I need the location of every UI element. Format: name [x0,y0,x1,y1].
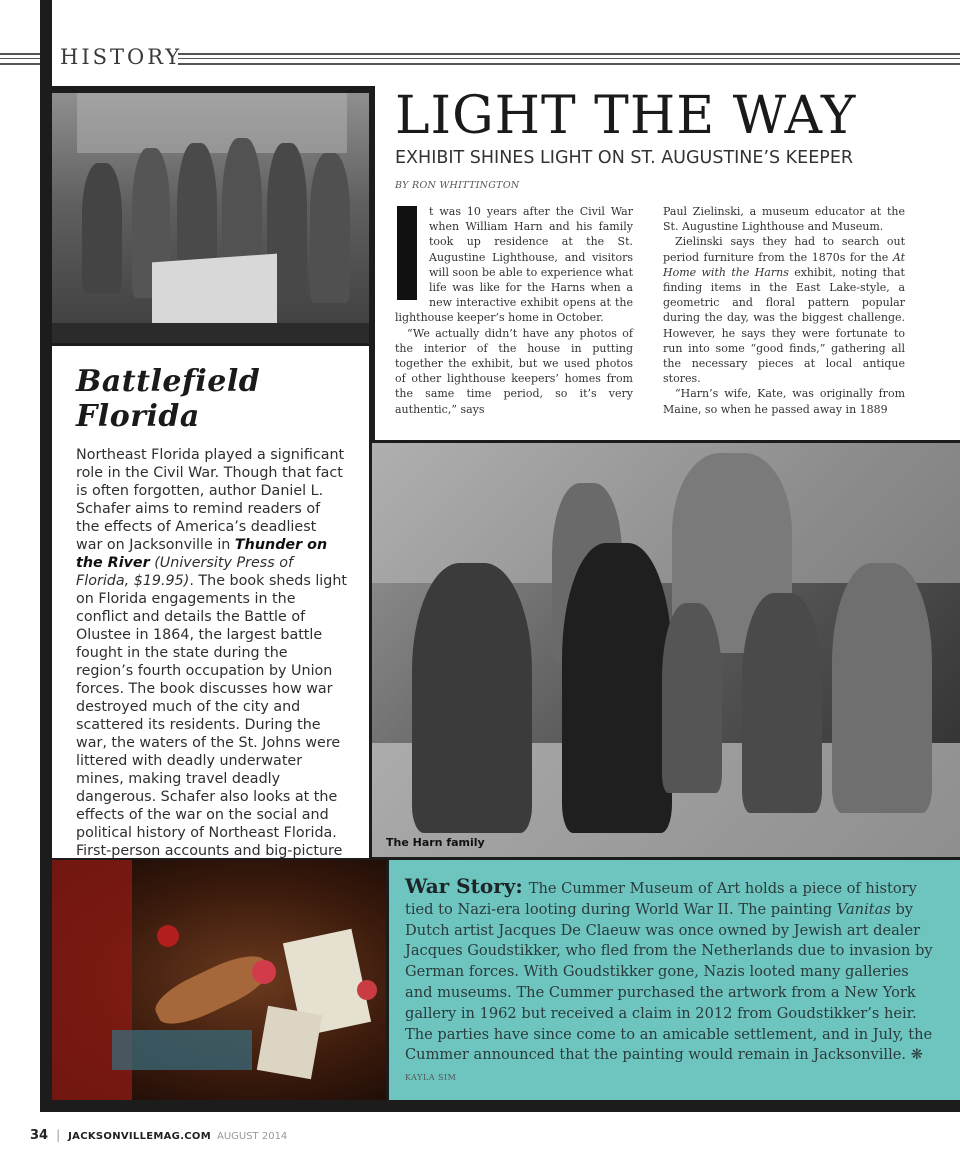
sidebar-text-2: . The book sheds light on Florida engagements in the conflict and details the Battle of Olustee in 1864, the largest battle fought in the state during the region’s fourth occupation by Union forces. The book discusses how war destroyed much of the city and scattered its residents. During the war, the waters of the St. Johns were littered with deadly underwater mines, making travel deadly dangerous. Schafer also looks at the effects of the war on the social and political history of Northeast Florida. First-person accounts and big-picture [76,573,348,859]
drop-cap-bar [397,206,417,300]
war-story-text-1: The Cummer Museum of Art holds a piece of history tied to Nazi-era looting during World War II. The painting [405,880,917,918]
page-footer [30,1128,287,1143]
article-paragraph: “We actually didn’t have any photos of the interior of the house in putting together the exhibit, but we used photos of other lighthouse keepers’ homes from the same time period, so it’s very authentic,” says [395,326,633,416]
book-publisher: (University Press of Florida, $19.95) [76,555,293,589]
footer-separator: | [56,1128,61,1142]
war-story-text-2: by Dutch artist Jacques De Claeuw was once owned by Jewish art dealer Jacques Goudstikker, who fled from the Netherlands due to invasion by German forces. With Goudstikker gone, Nazis looted many galleries and museums. The Cummer purchased the artwork from a New York gallery in 1962 but received a claim in 2012 from Goudstikker’s heir. The parties have since come to an amicable settlement, and in July, the Cummer announced that the painting would remain in Jacksonville. [405,900,933,1064]
end-mark-icon: ❋ [910,1046,923,1064]
article-paragraph: “Harn’s wife, Kate, was originally from Maine, so when he passed away in 1889 [663,387,905,416]
war-story-text [405,876,936,1089]
sidebar-text-1: Northeast Florida played a significant role in the Civil War. Though that fact is often forgotten, author Daniel L. Schafer aims to remind readers of the effects of America’s deadliest war on Jacksonville in [76,447,345,553]
article-title: LIGHT THE WAY [395,86,857,146]
harn-family-photo [372,443,960,857]
sidebar-title: Battlefield Florida [76,364,261,434]
book-title: Thunder on the River [76,537,328,571]
article-text: exhibit, noting that finding items in the East Lake-style, a geometric and floral pattern popular during the day, was the biggest challenge. However, he says they were fortunate to run into some “good finds,” gathering all the necessary pieces at local antique stores. [663,265,905,386]
article-paragraph [663,234,905,386]
article-column-2 [663,204,905,417]
section-label: HISTORY [60,45,183,69]
article-subtitle: EXHIBIT SHINES LIGHT ON ST. AUGUSTINE’S KEEPER [395,148,854,168]
article-byline: BY RON WHITTINGTON [395,180,520,191]
veterans-photo [52,93,369,343]
footer-site: JACKSONVILLEMAG.COM [68,1131,211,1142]
painting-title: Vanitas [836,900,891,918]
war-story-heading: War Story: [405,874,523,898]
exhibit-name: At Home with the Harns [663,250,905,279]
main-article [375,70,960,440]
article-paragraph: Paul Zielinski, a museum educator at the St. Augustine Lighthouse and Museum. [663,205,905,234]
page-number: 34 [30,1128,49,1143]
war-story-box [389,860,960,1100]
article-paragraph: t was 10 years after the Civil War when William Harn and his family took up residence at the St. Augustine Lighthouse, and visitors will soon be able to experience what life was like for the Harns when a new interactive exhibit opens at the lighthouse keeper’s home in October. [395,205,633,325]
war-story-byline: KAYLA SIM [405,1073,457,1083]
footer-issue: AUGUST 2014 [216,1131,288,1142]
sidebar-body [76,446,347,918]
photo-caption: The Harn family [386,836,485,849]
article-column-1 [395,204,633,417]
battlefield-florida-sidebar [52,346,369,858]
vanitas-painting-photo [52,860,386,1100]
article-text: Zielinski says they had to search out period furniture from the 1870s for the [663,235,905,264]
header-rule-left [0,53,40,65]
header-rule-right [178,53,960,65]
